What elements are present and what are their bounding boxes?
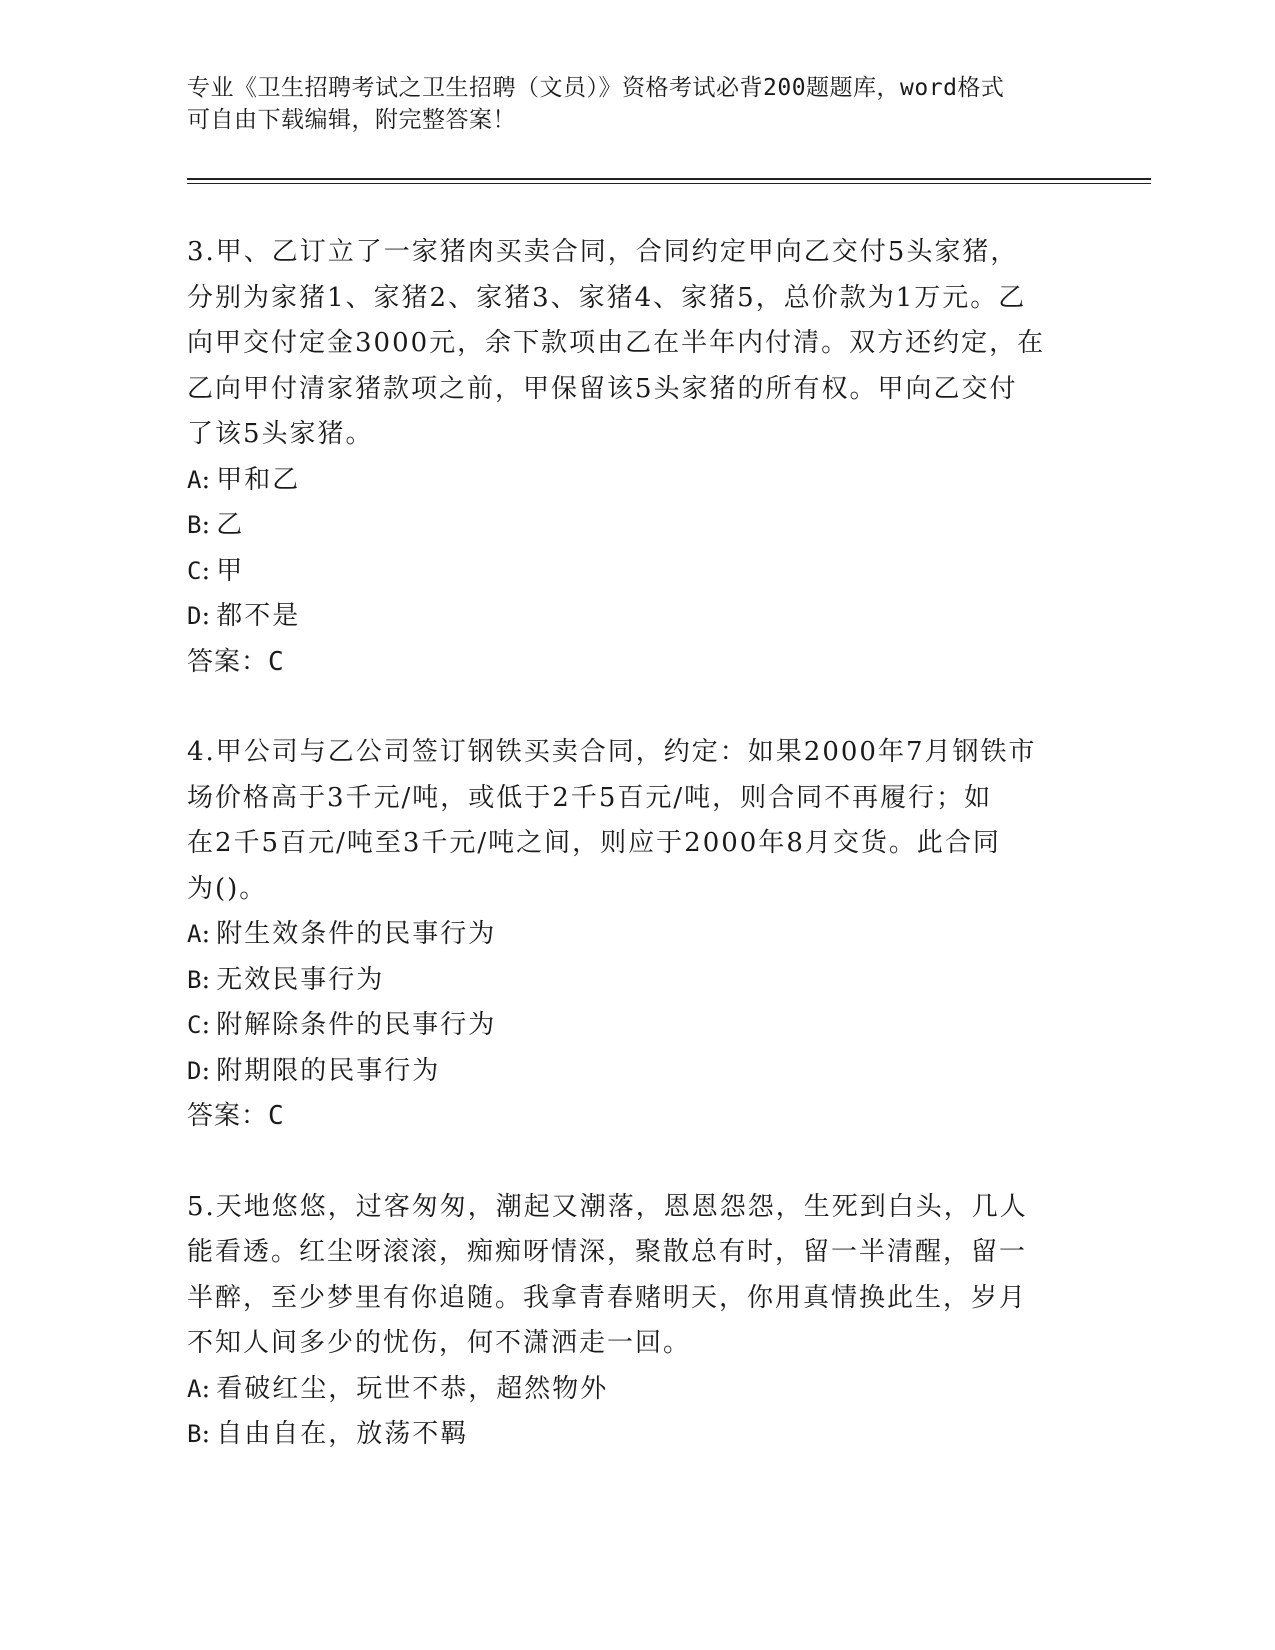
option-b: B: 无效民事行为 [187, 964, 385, 995]
answer-line [187, 640, 1087, 686]
option-text: 看破红尘，玩世不恭，超然物外 [216, 1373, 609, 1404]
option-letter: B [187, 965, 202, 994]
question-stem-line: 4.甲公司与乙公司签订钢铁买卖合同，约定：如果2000年7月钢铁市 [187, 737, 1037, 767]
question-3 [187, 230, 1087, 685]
option-letter: B [187, 1420, 202, 1448]
question-stem-line: 向甲交付定金3000元，余下款项由乙在半年内付清。双方还约定，在 [187, 328, 1046, 358]
answer-value: C [268, 1101, 285, 1131]
option-c: C: 附解除条件的民事行为 [187, 1010, 497, 1040]
option-text: 甲 [216, 555, 245, 586]
option-d: D: 都不是 [187, 601, 301, 631]
option-d: D: 附期限的民事行为 [187, 1055, 441, 1086]
answer-label: 答案： [187, 646, 269, 677]
question-stem-line: 3.甲、乙订立了一家猪肉买卖合同，合同约定甲向乙交付5头家猪， [187, 237, 1019, 267]
question-stem-line: 为()。 [187, 873, 268, 904]
option-text: 附生效条件的民事行为 [216, 919, 497, 949]
option-text: 甲和乙 [216, 464, 301, 495]
question-stem-line: 半醉，至少梦里有你追随。我拿青春赌明天，你用真情换此生，岁月 [187, 1282, 1028, 1313]
option-letter: C [187, 556, 202, 585]
option-text: 附期限的民事行为 [216, 1055, 441, 1086]
question-stem-line: 不知人间多少的忧伤，何不潇洒走一回。 [187, 1328, 692, 1358]
option-letter: D [187, 1056, 202, 1085]
question-stem-line: 5.天地悠悠，过客匆匆，潮起又潮落，恩恩怨怨，生死到白头，几人 [187, 1191, 1028, 1222]
option-text: 自由自在，放荡不羁 [216, 1419, 469, 1449]
header-divider-thin [187, 183, 1151, 184]
option-b: B: 乙 [187, 510, 245, 540]
header-title-line-2: 可自由下载编辑，附完整答案！ [187, 107, 516, 133]
question-4 [187, 730, 1087, 1140]
option-text: 乙 [216, 510, 245, 540]
option-text: 附解除条件的民事行为 [216, 1010, 497, 1040]
option-a: A: 甲和乙 [187, 464, 301, 495]
question-list [187, 230, 1087, 1458]
option-letter: C [187, 1011, 202, 1039]
question-stem-line: 分别为家猪1、家猪2、家猪3、家猪4、家猪5，总价款为1万元。乙 [187, 282, 1027, 313]
answer-value: C [268, 646, 285, 677]
question-stem-line: 乙向甲付清家猪款项之前，甲保留该5头家猪的所有权。甲向乙交付 [187, 373, 1018, 404]
header-divider-thick [187, 178, 1151, 180]
option-c: C: 甲 [187, 555, 245, 586]
option-letter: A [187, 465, 202, 494]
header-title-line-1: 专业《卫生招聘考试之卫生招聘（文员）》资格考试必背200题题库，word格式 [187, 75, 1005, 101]
option-text: 都不是 [216, 601, 301, 631]
option-a: A: 看破红尘，玩世不恭，超然物外 [187, 1373, 609, 1404]
question-stem-line: 能看透。红尘呀滚滚，痴痴呀情深，聚散总有时，留一半清醒，留一 [187, 1237, 1028, 1267]
question-5 [187, 1185, 1087, 1458]
question-stem-line: 场价格高于3千元/吨，或低于2千5百元/吨，则合同不再履行；如 [187, 782, 993, 813]
option-letter: D [187, 602, 202, 630]
option-letter: A [187, 920, 202, 948]
option-letter: B [187, 511, 202, 539]
question-stem-line: 在2千5百元/吨至3千元/吨之间，则应于2000年8月交货。此合同 [187, 828, 1001, 858]
option-text: 无效民事行为 [216, 964, 385, 995]
question-stem-line: 了该5头家猪。 [187, 419, 374, 449]
option-letter: A [187, 1374, 202, 1403]
option-b: B: 自由自在，放荡不羁 [187, 1419, 469, 1449]
document-header [187, 72, 1067, 136]
answer-line [187, 1094, 1087, 1140]
option-a: A: 附生效条件的民事行为 [187, 919, 497, 949]
answer-label: 答案： [187, 1101, 269, 1131]
